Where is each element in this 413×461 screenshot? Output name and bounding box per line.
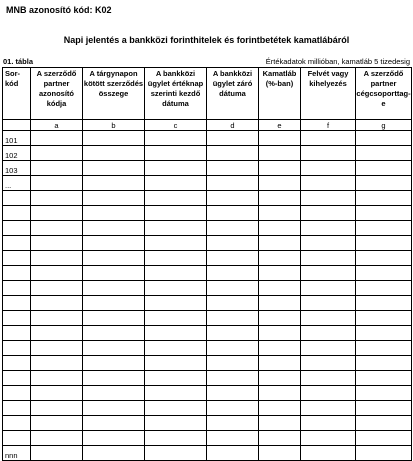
table-cell[interactable] — [83, 296, 145, 311]
table-cell[interactable] — [301, 131, 356, 146]
table-cell[interactable] — [207, 266, 259, 281]
table-cell[interactable] — [31, 176, 83, 191]
table-cell[interactable] — [259, 311, 301, 326]
column-header-contract-amount: A tárgynapon kötött szerződés összege — [83, 68, 145, 120]
table-cell[interactable] — [259, 221, 301, 236]
table-cell[interactable] — [259, 176, 301, 191]
table-cell[interactable] — [259, 236, 301, 251]
table-cell[interactable] — [207, 446, 259, 461]
table-cell[interactable] — [207, 146, 259, 161]
table-row — [3, 251, 412, 266]
table-cell[interactable] — [259, 281, 301, 296]
table-cell[interactable] — [301, 401, 356, 416]
table-cell[interactable] — [207, 416, 259, 431]
table-cell[interactable] — [356, 191, 412, 206]
table-row — [3, 341, 412, 356]
table-cell[interactable] — [259, 161, 301, 176]
table-cell[interactable] — [83, 266, 145, 281]
row-code — [3, 356, 31, 371]
table-cell[interactable] — [83, 146, 145, 161]
table-cell[interactable] — [145, 401, 207, 416]
table-cell[interactable] — [259, 206, 301, 221]
row-code: 101 — [3, 131, 31, 146]
table-cell[interactable] — [83, 251, 145, 266]
table-cell[interactable] — [259, 296, 301, 311]
table-row — [3, 311, 412, 326]
table-cell[interactable] — [31, 146, 83, 161]
row-code — [3, 341, 31, 356]
table-cell[interactable] — [207, 296, 259, 311]
column-header-sorkod: Sor- kód — [3, 68, 31, 120]
table-cell[interactable] — [356, 356, 412, 371]
column-letter: c — [145, 120, 207, 131]
table-cell[interactable] — [207, 326, 259, 341]
table-cell[interactable] — [259, 371, 301, 386]
table-cell[interactable] — [356, 446, 412, 461]
table-cell[interactable] — [301, 371, 356, 386]
table-row — [3, 416, 412, 431]
report-table — [2, 67, 412, 461]
table-cell[interactable] — [31, 191, 83, 206]
row-code: nnn — [3, 446, 31, 461]
row-code — [3, 416, 31, 431]
table-row — [3, 131, 412, 146]
table-cell[interactable] — [356, 131, 412, 146]
table-cell[interactable] — [207, 161, 259, 176]
table-cell[interactable] — [207, 386, 259, 401]
table-cell[interactable] — [301, 176, 356, 191]
table-cell[interactable] — [31, 431, 83, 446]
table-cell[interactable] — [259, 401, 301, 416]
table-cell[interactable] — [356, 401, 412, 416]
table-row — [3, 446, 412, 461]
table-cell[interactable] — [356, 266, 412, 281]
row-code — [3, 281, 31, 296]
table-cell[interactable] — [145, 356, 207, 371]
table-cell[interactable] — [356, 341, 412, 356]
table-cell[interactable] — [259, 416, 301, 431]
table-cell[interactable] — [301, 416, 356, 431]
table-cell[interactable] — [145, 221, 207, 236]
table-cell[interactable] — [356, 206, 412, 221]
column-letter: d — [207, 120, 259, 131]
table-label: 01. tábla — [3, 57, 34, 66]
column-letter: e — [259, 120, 301, 131]
table-cell[interactable] — [356, 281, 412, 296]
table-cell[interactable] — [83, 446, 145, 461]
table-cell[interactable] — [83, 206, 145, 221]
table-cell[interactable] — [259, 191, 301, 206]
table-cell[interactable] — [356, 311, 412, 326]
table-cell[interactable] — [356, 161, 412, 176]
table-row — [3, 161, 412, 176]
table-cell[interactable] — [83, 281, 145, 296]
table-cell[interactable] — [145, 206, 207, 221]
table-cell[interactable] — [83, 356, 145, 371]
table-cell[interactable] — [356, 431, 412, 446]
table-cell[interactable] — [259, 446, 301, 461]
table-cell[interactable] — [207, 176, 259, 191]
table-cell[interactable] — [207, 236, 259, 251]
table-cell[interactable] — [301, 266, 356, 281]
row-code: 102 — [3, 146, 31, 161]
table-cell[interactable] — [301, 446, 356, 461]
table-row — [3, 371, 412, 386]
table-cell[interactable] — [83, 326, 145, 341]
table-cell[interactable] — [145, 431, 207, 446]
units-note: Értékadatok millióban, kamatláb 5 tizedesig — [265, 57, 410, 66]
table-cell[interactable] — [31, 251, 83, 266]
table-cell[interactable] — [301, 251, 356, 266]
column-letter: g — [356, 120, 412, 131]
column-letter: a — [31, 120, 83, 131]
table-cell[interactable] — [145, 386, 207, 401]
row-code: 103 — [3, 161, 31, 176]
table-cell[interactable] — [83, 401, 145, 416]
table-cell[interactable] — [207, 281, 259, 296]
row-code — [3, 371, 31, 386]
table-cell[interactable] — [207, 206, 259, 221]
table-cell[interactable] — [145, 251, 207, 266]
table-cell[interactable] — [356, 371, 412, 386]
table-cell[interactable] — [207, 341, 259, 356]
table-cell[interactable] — [301, 221, 356, 236]
table-cell[interactable] — [207, 221, 259, 236]
table-row — [3, 281, 412, 296]
row-code — [3, 401, 31, 416]
table-row — [3, 191, 412, 206]
table-cell[interactable] — [145, 416, 207, 431]
table-cell[interactable] — [145, 296, 207, 311]
table-cell[interactable] — [301, 281, 356, 296]
table-cell[interactable] — [207, 356, 259, 371]
table-cell[interactable] — [301, 356, 356, 371]
column-letter — [3, 120, 31, 131]
table-cell[interactable] — [145, 176, 207, 191]
table-cell[interactable] — [145, 371, 207, 386]
table-cell[interactable] — [83, 416, 145, 431]
table-cell[interactable] — [145, 446, 207, 461]
table-cell[interactable] — [356, 146, 412, 161]
table-cell[interactable] — [259, 341, 301, 356]
table-cell[interactable] — [31, 266, 83, 281]
header-row — [3, 68, 412, 120]
table-cell[interactable] — [301, 311, 356, 326]
row-code — [3, 266, 31, 281]
table-cell[interactable] — [259, 146, 301, 161]
table-cell[interactable] — [83, 191, 145, 206]
table-row — [3, 326, 412, 341]
column-header-partner-id: A szerződő partner azonosító kódja — [31, 68, 83, 120]
column-letter-row — [3, 120, 412, 131]
table-cell[interactable] — [83, 371, 145, 386]
table-cell[interactable] — [356, 236, 412, 251]
column-header-group-member: A szerződő partner cégcsoporttag-e — [356, 68, 412, 120]
table-cell[interactable] — [356, 386, 412, 401]
table-cell[interactable] — [259, 431, 301, 446]
table-cell[interactable] — [207, 191, 259, 206]
table-cell[interactable] — [259, 326, 301, 341]
table-cell[interactable] — [145, 161, 207, 176]
table-cell[interactable] — [301, 206, 356, 221]
table-cell[interactable] — [301, 326, 356, 341]
table-cell[interactable] — [31, 296, 83, 311]
document-code: MNB azonosító kód: K02 — [6, 5, 112, 15]
table-cell[interactable] — [207, 371, 259, 386]
table-cell[interactable] — [356, 221, 412, 236]
table-cell[interactable] — [83, 161, 145, 176]
table-cell[interactable] — [301, 191, 356, 206]
table-cell[interactable] — [259, 266, 301, 281]
table-row — [3, 146, 412, 161]
table-cell[interactable] — [31, 341, 83, 356]
table-row — [3, 221, 412, 236]
table-cell[interactable] — [31, 206, 83, 221]
table-cell[interactable] — [83, 221, 145, 236]
table-cell[interactable] — [301, 386, 356, 401]
column-header-start-date: A bankközi ügylet értéknap szerinti kezdő dátuma — [145, 68, 207, 120]
table-row — [3, 296, 412, 311]
table-cell[interactable] — [83, 236, 145, 251]
table-cell[interactable] — [145, 236, 207, 251]
table-cell[interactable] — [31, 386, 83, 401]
table-cell[interactable] — [145, 191, 207, 206]
row-code — [3, 431, 31, 446]
row-code: ... — [3, 176, 31, 191]
table-row — [3, 176, 412, 191]
row-code — [3, 236, 31, 251]
column-letter: f — [301, 120, 356, 131]
table-row — [3, 206, 412, 221]
table-cell[interactable] — [145, 131, 207, 146]
table-cell[interactable] — [301, 146, 356, 161]
table-cell[interactable] — [207, 431, 259, 446]
table-cell[interactable] — [31, 161, 83, 176]
row-code — [3, 221, 31, 236]
row-code — [3, 386, 31, 401]
table-cell[interactable] — [31, 131, 83, 146]
table-cell[interactable] — [356, 176, 412, 191]
table-cell[interactable] — [259, 386, 301, 401]
table-cell[interactable] — [207, 131, 259, 146]
table-cell[interactable] — [145, 266, 207, 281]
table-row — [3, 236, 412, 251]
table-row — [3, 431, 412, 446]
table-cell[interactable] — [83, 131, 145, 146]
table-cell[interactable] — [259, 356, 301, 371]
column-header-interest-rate: Kamatláb (%-ban) — [259, 68, 301, 120]
table-row — [3, 386, 412, 401]
table-cell[interactable] — [31, 401, 83, 416]
table-row — [3, 266, 412, 281]
table-cell[interactable] — [356, 416, 412, 431]
table-cell[interactable] — [31, 281, 83, 296]
table-cell[interactable] — [83, 176, 145, 191]
table-cell[interactable] — [301, 431, 356, 446]
table-cell[interactable] — [145, 281, 207, 296]
document-title: Napi jelentés a bankközi forinthitelek és forintbetétek kamatlábáról — [63, 35, 350, 45]
table-cell[interactable] — [301, 296, 356, 311]
row-code — [3, 326, 31, 341]
table-cell[interactable] — [83, 386, 145, 401]
table-cell[interactable] — [31, 416, 83, 431]
table-row — [3, 356, 412, 371]
table-cell[interactable] — [145, 341, 207, 356]
table-cell[interactable] — [31, 236, 83, 251]
table-cell[interactable] — [356, 251, 412, 266]
table-cell[interactable] — [301, 341, 356, 356]
table-cell[interactable] — [31, 311, 83, 326]
table-cell[interactable] — [31, 326, 83, 341]
table-cell[interactable] — [145, 146, 207, 161]
row-code — [3, 251, 31, 266]
table-cell[interactable] — [301, 161, 356, 176]
table-cell[interactable] — [356, 296, 412, 311]
table-cell[interactable] — [207, 401, 259, 416]
table-cell[interactable] — [83, 311, 145, 326]
table-cell[interactable] — [83, 341, 145, 356]
table-cell[interactable] — [145, 326, 207, 341]
column-header-end-date: A bankközi ügylet záró dátuma — [207, 68, 259, 120]
table-cell[interactable] — [31, 446, 83, 461]
table-cell[interactable] — [301, 236, 356, 251]
table-cell[interactable] — [83, 431, 145, 446]
column-letter: b — [83, 120, 145, 131]
table-cell[interactable] — [145, 311, 207, 326]
row-code — [3, 206, 31, 221]
table-cell[interactable] — [259, 131, 301, 146]
table-cell[interactable] — [31, 371, 83, 386]
table-cell[interactable] — [356, 326, 412, 341]
row-code — [3, 191, 31, 206]
row-code — [3, 311, 31, 326]
table-cell[interactable] — [31, 221, 83, 236]
table-cell[interactable] — [207, 311, 259, 326]
table-cell[interactable] — [31, 356, 83, 371]
column-header-borrow-or-lend: Felvét vagy kihelyezés — [301, 68, 356, 120]
table-row — [3, 401, 412, 416]
table-cell[interactable] — [207, 251, 259, 266]
table-cell[interactable] — [259, 251, 301, 266]
row-code — [3, 296, 31, 311]
